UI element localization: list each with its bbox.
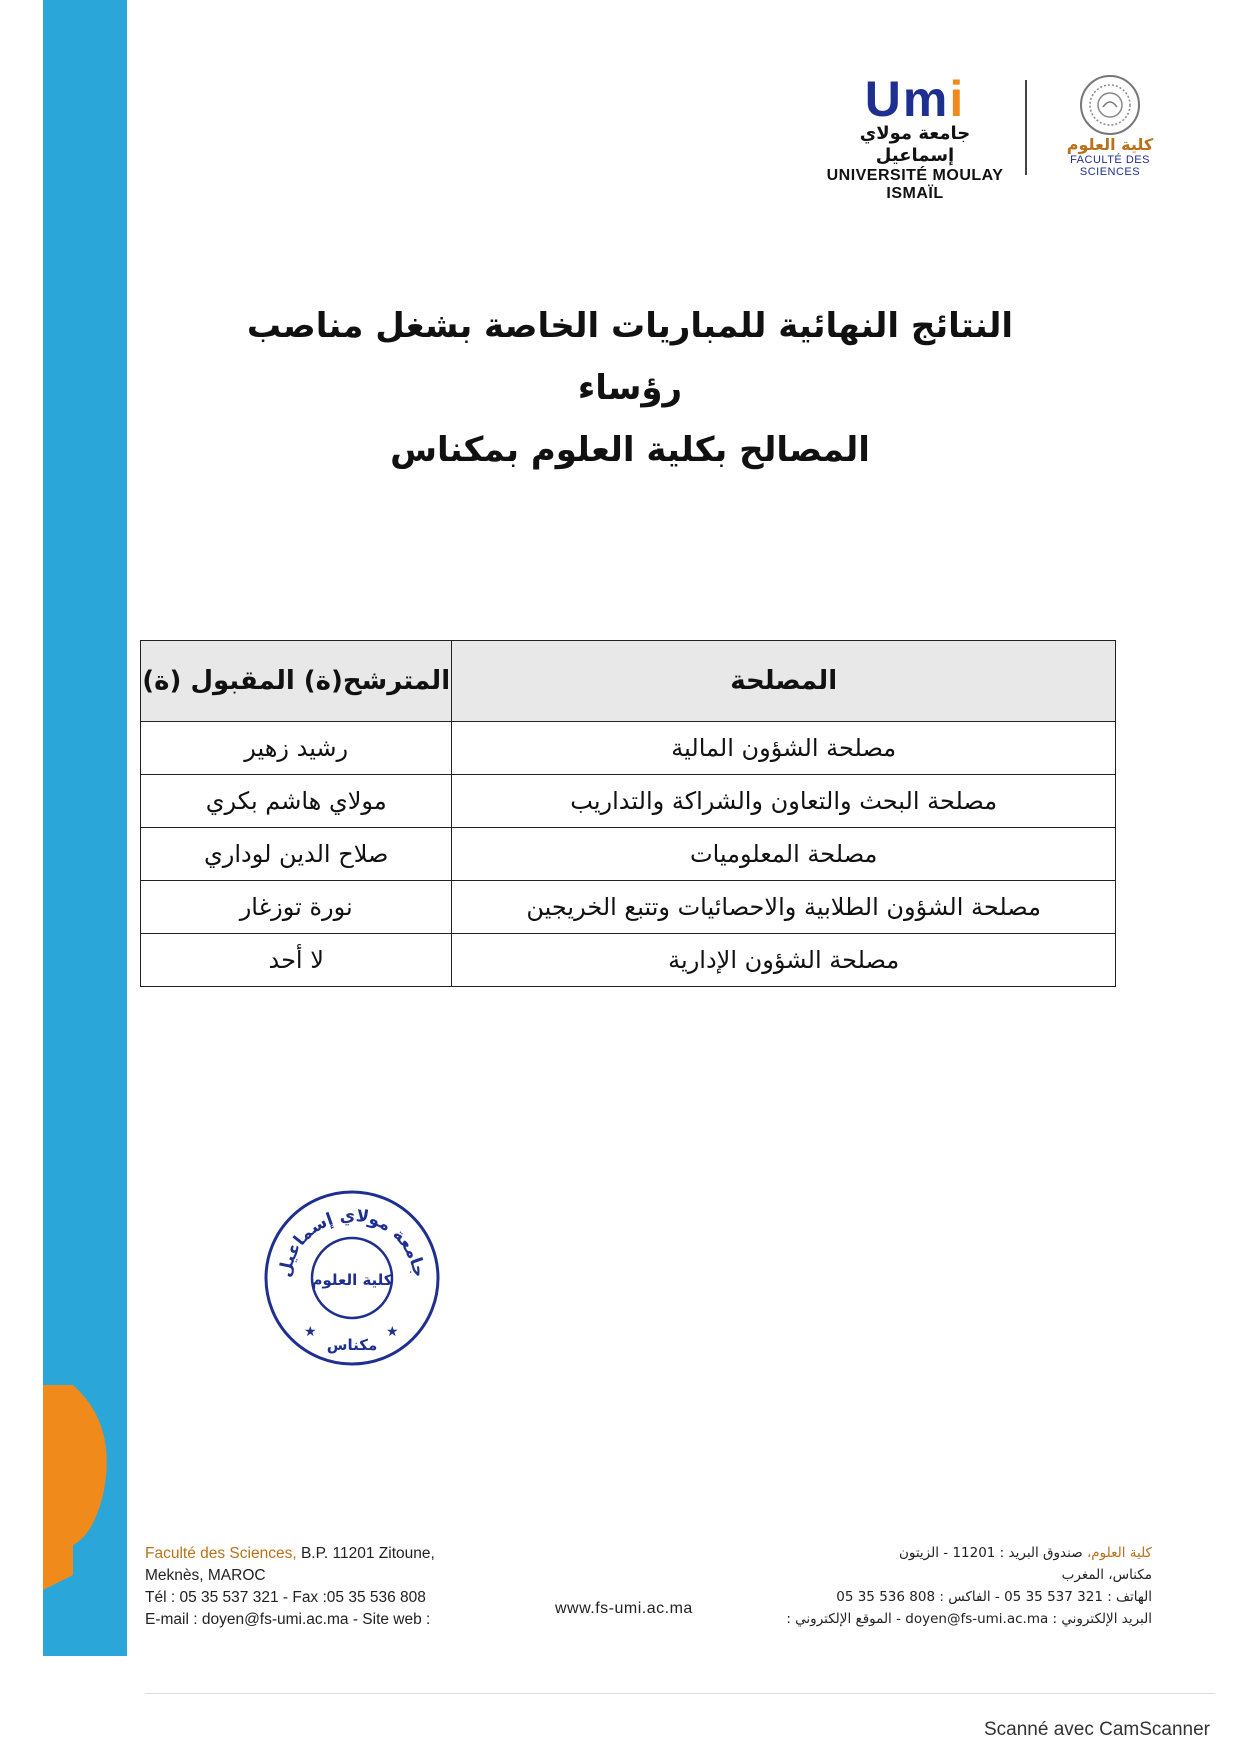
- footer-divider: [145, 1693, 1215, 1694]
- official-stamp: [262, 1188, 442, 1368]
- footer-ar-address: صندوق البريد : 11201 - الزيتون: [898, 1545, 1087, 1561]
- footer-fr-brand: Faculté des Sciences,: [145, 1545, 297, 1562]
- footer-contact-fr: [145, 1543, 435, 1631]
- service-cell: مصلحة البحث والتعاون والشراكة والتداريب: [452, 775, 1116, 828]
- footer-ar-phone: الهاتف : 321 537 35 05 - الفاكس : 808 536 35 05: [836, 1589, 1152, 1605]
- footer-fr-phone: Tél : 05 35 537 321 - Fax :05 35 536 808: [145, 1589, 426, 1606]
- table-row: [141, 934, 1116, 987]
- candidate-cell: مولاي هاشم بكري: [141, 775, 452, 828]
- table-header-row: [141, 641, 1116, 722]
- faculty-seal-icon: [1080, 75, 1140, 135]
- footer-ar-email: البريد الإلكتروني : doyen@fs-umi.ac.ma - الموقع الإلكتروني :: [786, 1611, 1152, 1627]
- footer-website: www.fs-umi.ac.ma: [555, 1600, 693, 1617]
- service-cell: مصلحة المعلوميات: [452, 828, 1116, 881]
- stamp-bottom-text: مكناس: [326, 1336, 378, 1354]
- candidate-cell: رشيد زهير: [141, 722, 452, 775]
- orange-corner-ornament: [43, 1385, 127, 1655]
- umi-french-name: UNIVERSITÉ MOULAY ISMAÏL: [826, 167, 1004, 202]
- title-line-2: المصالح بكلية العلوم بمكناس: [390, 430, 870, 470]
- scanner-watermark: Scanné avec CamScanner: [983, 1719, 1210, 1740]
- footer-contact-ar: [786, 1542, 1152, 1630]
- faculty-logo: [1045, 75, 1175, 180]
- service-cell: مصلحة الشؤون المالية: [452, 722, 1116, 775]
- footer-fr-address: B.P. 11201 Zitoune,: [296, 1545, 435, 1562]
- footer-fr-email: E-mail : doyen@fs-umi.ac.ma - Site web :: [145, 1611, 431, 1628]
- header-service: المصلحة: [452, 641, 1116, 722]
- title-line-1: النتائج النهائية للمباريات الخاصة بشغل مناصب رؤساء: [246, 306, 1014, 408]
- candidate-cell: صلاح الدين لوداري: [141, 828, 452, 881]
- stamp-outer-text: جامعة مولاي إسماعيل: [275, 1205, 429, 1279]
- table-row: [141, 775, 1116, 828]
- logo-divider: [1025, 80, 1027, 175]
- faculty-arabic-name: كلية العلوم: [1066, 135, 1154, 154]
- umi-wordmark: Umi: [864, 71, 966, 127]
- service-cell: مصلحة الشؤون الإدارية: [452, 934, 1116, 987]
- svg-text:جامعة مولاي إسماعيل: [275, 1206, 429, 1279]
- table-row: [141, 828, 1116, 881]
- candidate-cell: نورة توزغار: [141, 881, 452, 934]
- table-row: [141, 881, 1116, 934]
- page-title: [200, 295, 1060, 481]
- faculty-french-name: FACULTÉ DES SCIENCES: [1070, 154, 1150, 178]
- footer-ar-brand: كلية العلوم،: [1086, 1545, 1152, 1561]
- footer-fr-city: Meknès, MAROC: [145, 1567, 266, 1584]
- stamp-star-icon: ★: [304, 1324, 317, 1340]
- results-table: [140, 640, 1116, 987]
- umi-logo: [820, 71, 1010, 202]
- candidate-cell: لا أحد: [141, 934, 452, 987]
- table-row: [141, 722, 1116, 775]
- service-cell: مصلحة الشؤون الطلابية والاحصائيات وتتبع الخريجين: [452, 881, 1116, 934]
- header-candidate: المترشح(ة) المقبول (ة): [141, 641, 452, 722]
- header-logos: [820, 71, 1180, 202]
- footer-ar-city: مكناس، المغرب: [1061, 1567, 1152, 1583]
- umi-arabic-name: جامعة مولاي إسماعيل: [859, 123, 971, 166]
- stamp-center-text: كلية العلوم: [311, 1271, 393, 1289]
- stamp-star-icon: ★: [386, 1324, 399, 1340]
